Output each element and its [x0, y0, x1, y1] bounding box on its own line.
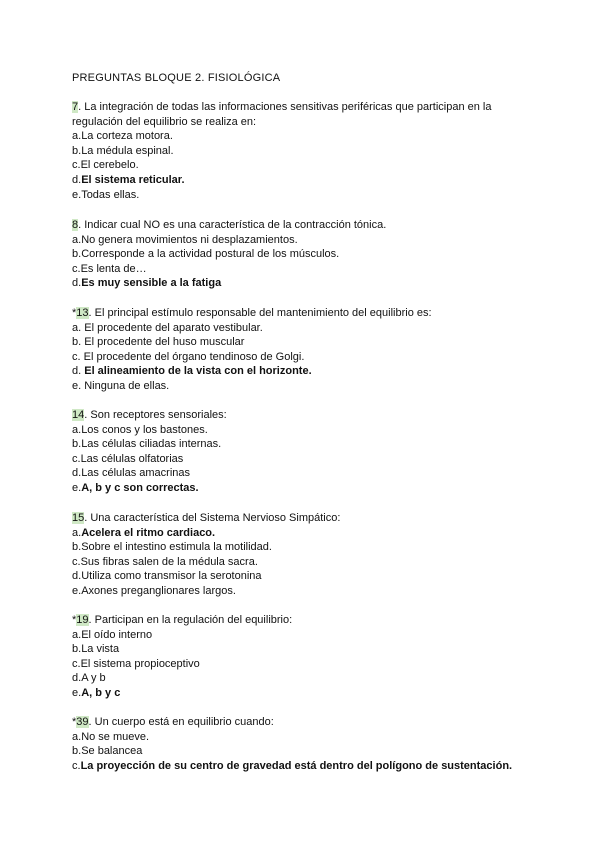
question-prefix: * [72, 307, 77, 319]
option-text: El oído interno [81, 628, 153, 641]
answer-option [72, 321, 542, 336]
question-stem-line [72, 511, 542, 526]
question-prefix: * [72, 716, 77, 728]
question-stem-text: . Una característica del Sistema Nervioso Simpático: [84, 512, 341, 524]
option-text: Las células amacrinas [81, 467, 191, 480]
answer-option [72, 350, 542, 365]
option-text: Sobre el intestino estimula la motilidad. [81, 541, 272, 554]
answer-option-correct [72, 364, 542, 379]
option-text: El procedente del aparato vestibular. [84, 321, 263, 334]
option-text: Ninguna de ellas. [84, 379, 170, 392]
option-text: La proyección de su centro de gravedad está dentro del polígono de sustentación. [80, 759, 513, 772]
question-stem-line [72, 218, 542, 233]
option-text: A, b y c [81, 686, 121, 699]
option-letter: b. [72, 541, 82, 554]
question-stem-text: . Indicar cual NO es una característica de la contracción tónica. [78, 219, 387, 231]
answer-option [72, 540, 542, 555]
answer-option [72, 642, 542, 657]
question-number: 19 [76, 614, 89, 626]
answer-option [72, 584, 542, 599]
option-letter: c. [72, 759, 81, 772]
answer-option [72, 452, 542, 467]
option-letter: d. [72, 570, 82, 583]
question-stem-text: . Son receptores sensoriales: [84, 409, 227, 421]
question-stem-text: . Un cuerpo está en equilibrio cuando: [88, 716, 274, 728]
option-text: Sus fibras salen de la médula sacra. [80, 555, 258, 568]
option-letter: e. [72, 481, 82, 494]
option-letter: b. [72, 336, 85, 349]
option-letter: b. [72, 745, 82, 758]
option-letter: e. [72, 584, 82, 597]
question-block [72, 100, 542, 202]
answer-option-correct [72, 686, 542, 701]
question-stem-line [72, 115, 542, 130]
option-text: El procedente del huso muscular [84, 336, 245, 349]
question-stem-line [72, 306, 542, 321]
question-block [72, 408, 542, 496]
answer-option-correct [72, 173, 542, 188]
answer-option [72, 247, 542, 262]
option-letter: e. [72, 379, 85, 392]
question-number: 39 [76, 716, 89, 728]
question-number: 14 [72, 409, 85, 421]
answer-option [72, 262, 542, 277]
option-letter: a. [72, 628, 82, 641]
option-letter: c. [72, 452, 81, 465]
option-text: Se balancea [81, 745, 143, 758]
answer-option [72, 671, 542, 686]
question-stem-text: . El principal estímulo responsable del mantenimiento del equilibrio es: [88, 307, 432, 319]
option-text: El procedente del órgano tendinoso de Golgi. [83, 350, 305, 363]
option-text: Corresponde a la actividad postural de los músculos. [81, 248, 340, 261]
option-letter: c. [72, 159, 81, 172]
question-number: 15 [72, 512, 85, 524]
question-stem-line [72, 715, 542, 730]
option-letter: a. [72, 233, 82, 246]
option-letter: d. [72, 365, 85, 378]
question-stem-text: . Participan en la regulación del equilibrio: [88, 614, 293, 626]
option-letter: e. [72, 188, 82, 201]
option-letter: e. [72, 686, 82, 699]
option-letter: a. [72, 730, 82, 743]
question-block [72, 306, 542, 394]
option-text: Es muy sensible a la fatiga [81, 277, 222, 290]
question-block [72, 218, 542, 291]
option-letter: c. [72, 262, 81, 275]
answer-option-correct [72, 759, 542, 774]
option-letter: a. [72, 423, 82, 436]
option-letter: a. [72, 130, 82, 143]
option-text: Las células olfatorias [80, 452, 184, 465]
answer-option [72, 657, 542, 672]
answer-option [72, 730, 542, 745]
option-text: El cerebelo. [80, 159, 139, 172]
option-text: Los conos y los bastones. [81, 423, 208, 436]
option-text: No se mueve. [81, 730, 150, 743]
answer-option [72, 158, 542, 173]
option-text: A, b y c son correctas. [81, 481, 199, 494]
option-letter: c. [72, 657, 81, 670]
answer-option [72, 423, 542, 438]
option-text: Las células ciliadas internas. [81, 438, 222, 451]
option-letter: c. [72, 555, 81, 568]
option-text: La corteza motora. [81, 130, 173, 143]
answer-option [72, 744, 542, 759]
answer-option [72, 233, 542, 248]
question-number: 13 [76, 307, 89, 319]
option-letter: c. [72, 350, 84, 363]
option-letter: d. [72, 277, 82, 290]
question-stem-text: . La integración de todas las informaciones sensitivas periféricas que participan en la [78, 101, 492, 113]
question-stem-line [72, 100, 542, 115]
question-number: 8 [72, 219, 79, 231]
option-text: La vista [81, 643, 120, 656]
option-text: Axones preganglionares largos. [81, 584, 236, 597]
option-text: A y b [81, 672, 106, 685]
question-block [72, 511, 542, 599]
answer-option [72, 466, 542, 481]
answer-option-correct [72, 526, 542, 541]
answer-option [72, 129, 542, 144]
page-title: PREGUNTAS BLOQUE 2. FISIOLÓGICA [72, 72, 281, 84]
option-text: El alineamiento de la vista con el horizonte. [84, 365, 312, 378]
question-stem-text: regulación del equilibrio se realiza en: [72, 115, 257, 128]
question-stem-line [72, 408, 542, 423]
question-block [72, 613, 542, 701]
answer-option [72, 335, 542, 350]
answer-option-correct [72, 276, 542, 291]
option-text: Es lenta de… [80, 262, 147, 275]
option-text: No genera movimientos ni desplazamientos. [81, 233, 298, 246]
option-text: Todas ellas. [81, 188, 140, 201]
answer-option-correct [72, 481, 542, 496]
question-block [72, 715, 542, 773]
question-number: 7 [72, 101, 79, 113]
answer-option [72, 144, 542, 159]
option-text: Utiliza como transmisor la serotonina [81, 570, 262, 583]
option-letter: d. [72, 672, 82, 685]
option-text: La médula espinal. [81, 144, 174, 157]
option-letter: d. [72, 173, 82, 186]
option-letter: a. [72, 526, 82, 539]
option-text: El sistema propioceptivo [80, 657, 200, 670]
option-letter: b. [72, 643, 82, 656]
option-text: El sistema reticular. [81, 173, 185, 186]
answer-option [72, 188, 542, 203]
question-prefix: * [72, 614, 77, 626]
option-letter: d. [72, 467, 82, 480]
question-stem-line [72, 613, 542, 628]
option-letter: a. [72, 321, 85, 334]
answer-option [72, 569, 542, 584]
answer-option [72, 437, 542, 452]
option-letter: b. [72, 248, 82, 261]
option-letter: b. [72, 438, 82, 451]
answer-option [72, 628, 542, 643]
option-text: Acelera el ritmo cardiaco. [81, 526, 216, 539]
option-letter: b. [72, 144, 82, 157]
answer-option [72, 379, 542, 394]
answer-option [72, 555, 542, 570]
